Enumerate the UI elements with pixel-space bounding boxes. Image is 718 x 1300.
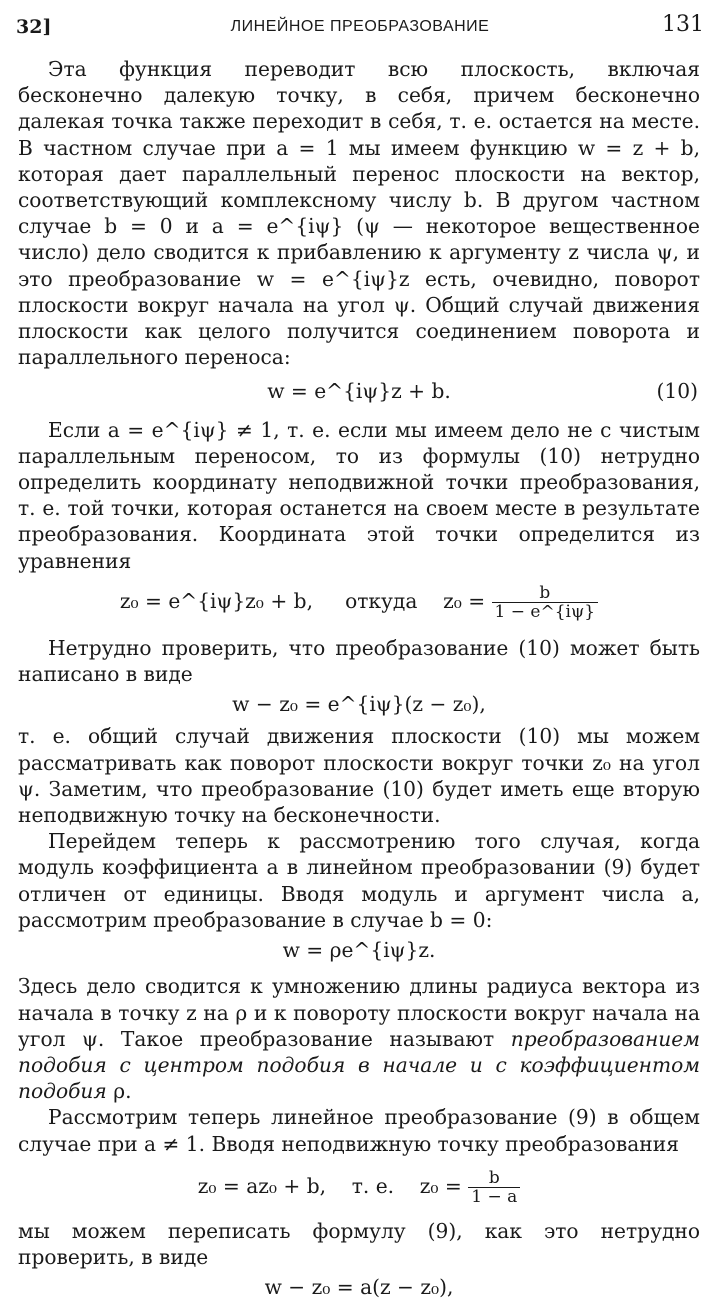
- paragraph-6-italic: преобразованием подобия с центром подобия в начале и с коэффициентом подобия: [18, 1026, 700, 1104]
- equation-fixed-point-left: z₀ = e^{iψ}z₀ + b,: [119, 588, 313, 613]
- fraction-general-numerator: b: [488, 1167, 500, 1188]
- equation-general-lhs: z₀ =: [419, 1173, 462, 1198]
- equation-fixed-point: [18, 584, 700, 621]
- fraction-denominator: 1 − e^{iψ}: [492, 602, 599, 621]
- equation-rotation: [18, 691, 700, 717]
- equation-10-formula: w = e^{iψ}z + b.: [267, 379, 451, 404]
- equation-rotation-formula: w − z₀ = e^{iψ}(z − z₀),: [232, 692, 486, 717]
- equation-general-left: z₀ = az₀ + b,: [197, 1173, 327, 1198]
- page-body: [18, 56, 700, 1300]
- fraction-fixed-point: [492, 584, 599, 621]
- page-header: [16, 12, 704, 40]
- equation-general-fixed-point: [18, 1169, 700, 1206]
- equation-similarity: [18, 937, 700, 963]
- paragraph-4: т. е. общий случай движения плоскости (10) мы можем рассматривать как поворот плоскости вокруг точки z₀ на угол ψ. Заметим, что преобразование (10) будет иметь еще вторую неподвижную точку на бесконечности.: [18, 724, 700, 828]
- equation-10-number: (10): [656, 379, 698, 404]
- paragraph-6-text: Здесь дело сводится к умножению длины радиуса вектора из начала в точку z на ρ и к повороту плоскости вокруг начала на угол ψ. Такое преобразование называют: [18, 974, 700, 1051]
- paragraph-6-end: ρ.: [113, 1079, 132, 1104]
- paragraph-3: Нетрудно проверить, что преобразование (10) может быть написано в виде: [18, 635, 700, 687]
- fraction-general: [468, 1169, 520, 1206]
- equation-final-formula: w − z₀ = a(z − z₀),: [264, 1275, 454, 1300]
- equation-10: [18, 378, 700, 404]
- equation-general-word: т. е.: [351, 1173, 395, 1198]
- equation-final: [18, 1274, 700, 1300]
- running-title: ЛИНЕЙНОЕ ПРЕОБРАЗОВАНИЕ: [230, 18, 490, 35]
- fraction-numerator: b: [539, 582, 551, 603]
- paragraph-5: Перейдем теперь к рассмотрению того случая, когда модуль коэффициента a в линейном преобразовании (9) будет отличен от единицы. Вводя модуль и аргумент числа a, рассмотрим преобразование в случае b = 0:: [18, 829, 700, 932]
- paragraph-1: Эта функция переводит всю плоскость, включая бесконечно далекую точку, в себя, причем бесконечно далекая точка также переходит в себя, т. е. остается на месте. В частном случае при a = 1 мы имеем функцию w = z + b, которая дает параллельный перенос плоскости на вектор, соответствующий комплексному числу b. В другом частном случае b = 0 и a = e^{iψ} (ψ — некоторое вещественное число) дело сводится к прибавлению к аргументу z числа ψ, и это преобразование w = e^{iψ}z есть, очевидно, поворот плоскости вокруг начала на угол ψ. Общий случай движения плоскости как целого получится соединением поворота и параллельного переноса:: [18, 57, 700, 370]
- paragraph-6: [18, 973, 700, 1104]
- section-number: 32]: [16, 16, 52, 38]
- equation-fixed-point-lhs: z₀ =: [443, 588, 486, 613]
- paragraph-7: Рассмотрим теперь линейное преобразование (9) в общем случае при a ≠ 1. Вводя неподвижную точку преобразования: [18, 1105, 700, 1156]
- equation-fixed-point-word: откуда: [345, 588, 418, 613]
- equation-similarity-formula: w = ρe^{iψ}z.: [282, 938, 436, 963]
- paragraph-2: Если a = e^{iψ} ≠ 1, т. е. если мы имеем дело не с чистым параллельным переносом, то из формулы (10) нетрудно определить координату неподвижной точки преобразования, т. е. той точки, которая останется на своем месте в результате преобразования. Координата этой точки определится из уравнения: [18, 417, 700, 573]
- fraction-general-denominator: 1 − a: [468, 1187, 520, 1206]
- paragraph-8: мы можем переписать формулу (9), как это нетрудно проверить, в виде: [18, 1218, 700, 1269]
- page-number: 131: [662, 12, 704, 37]
